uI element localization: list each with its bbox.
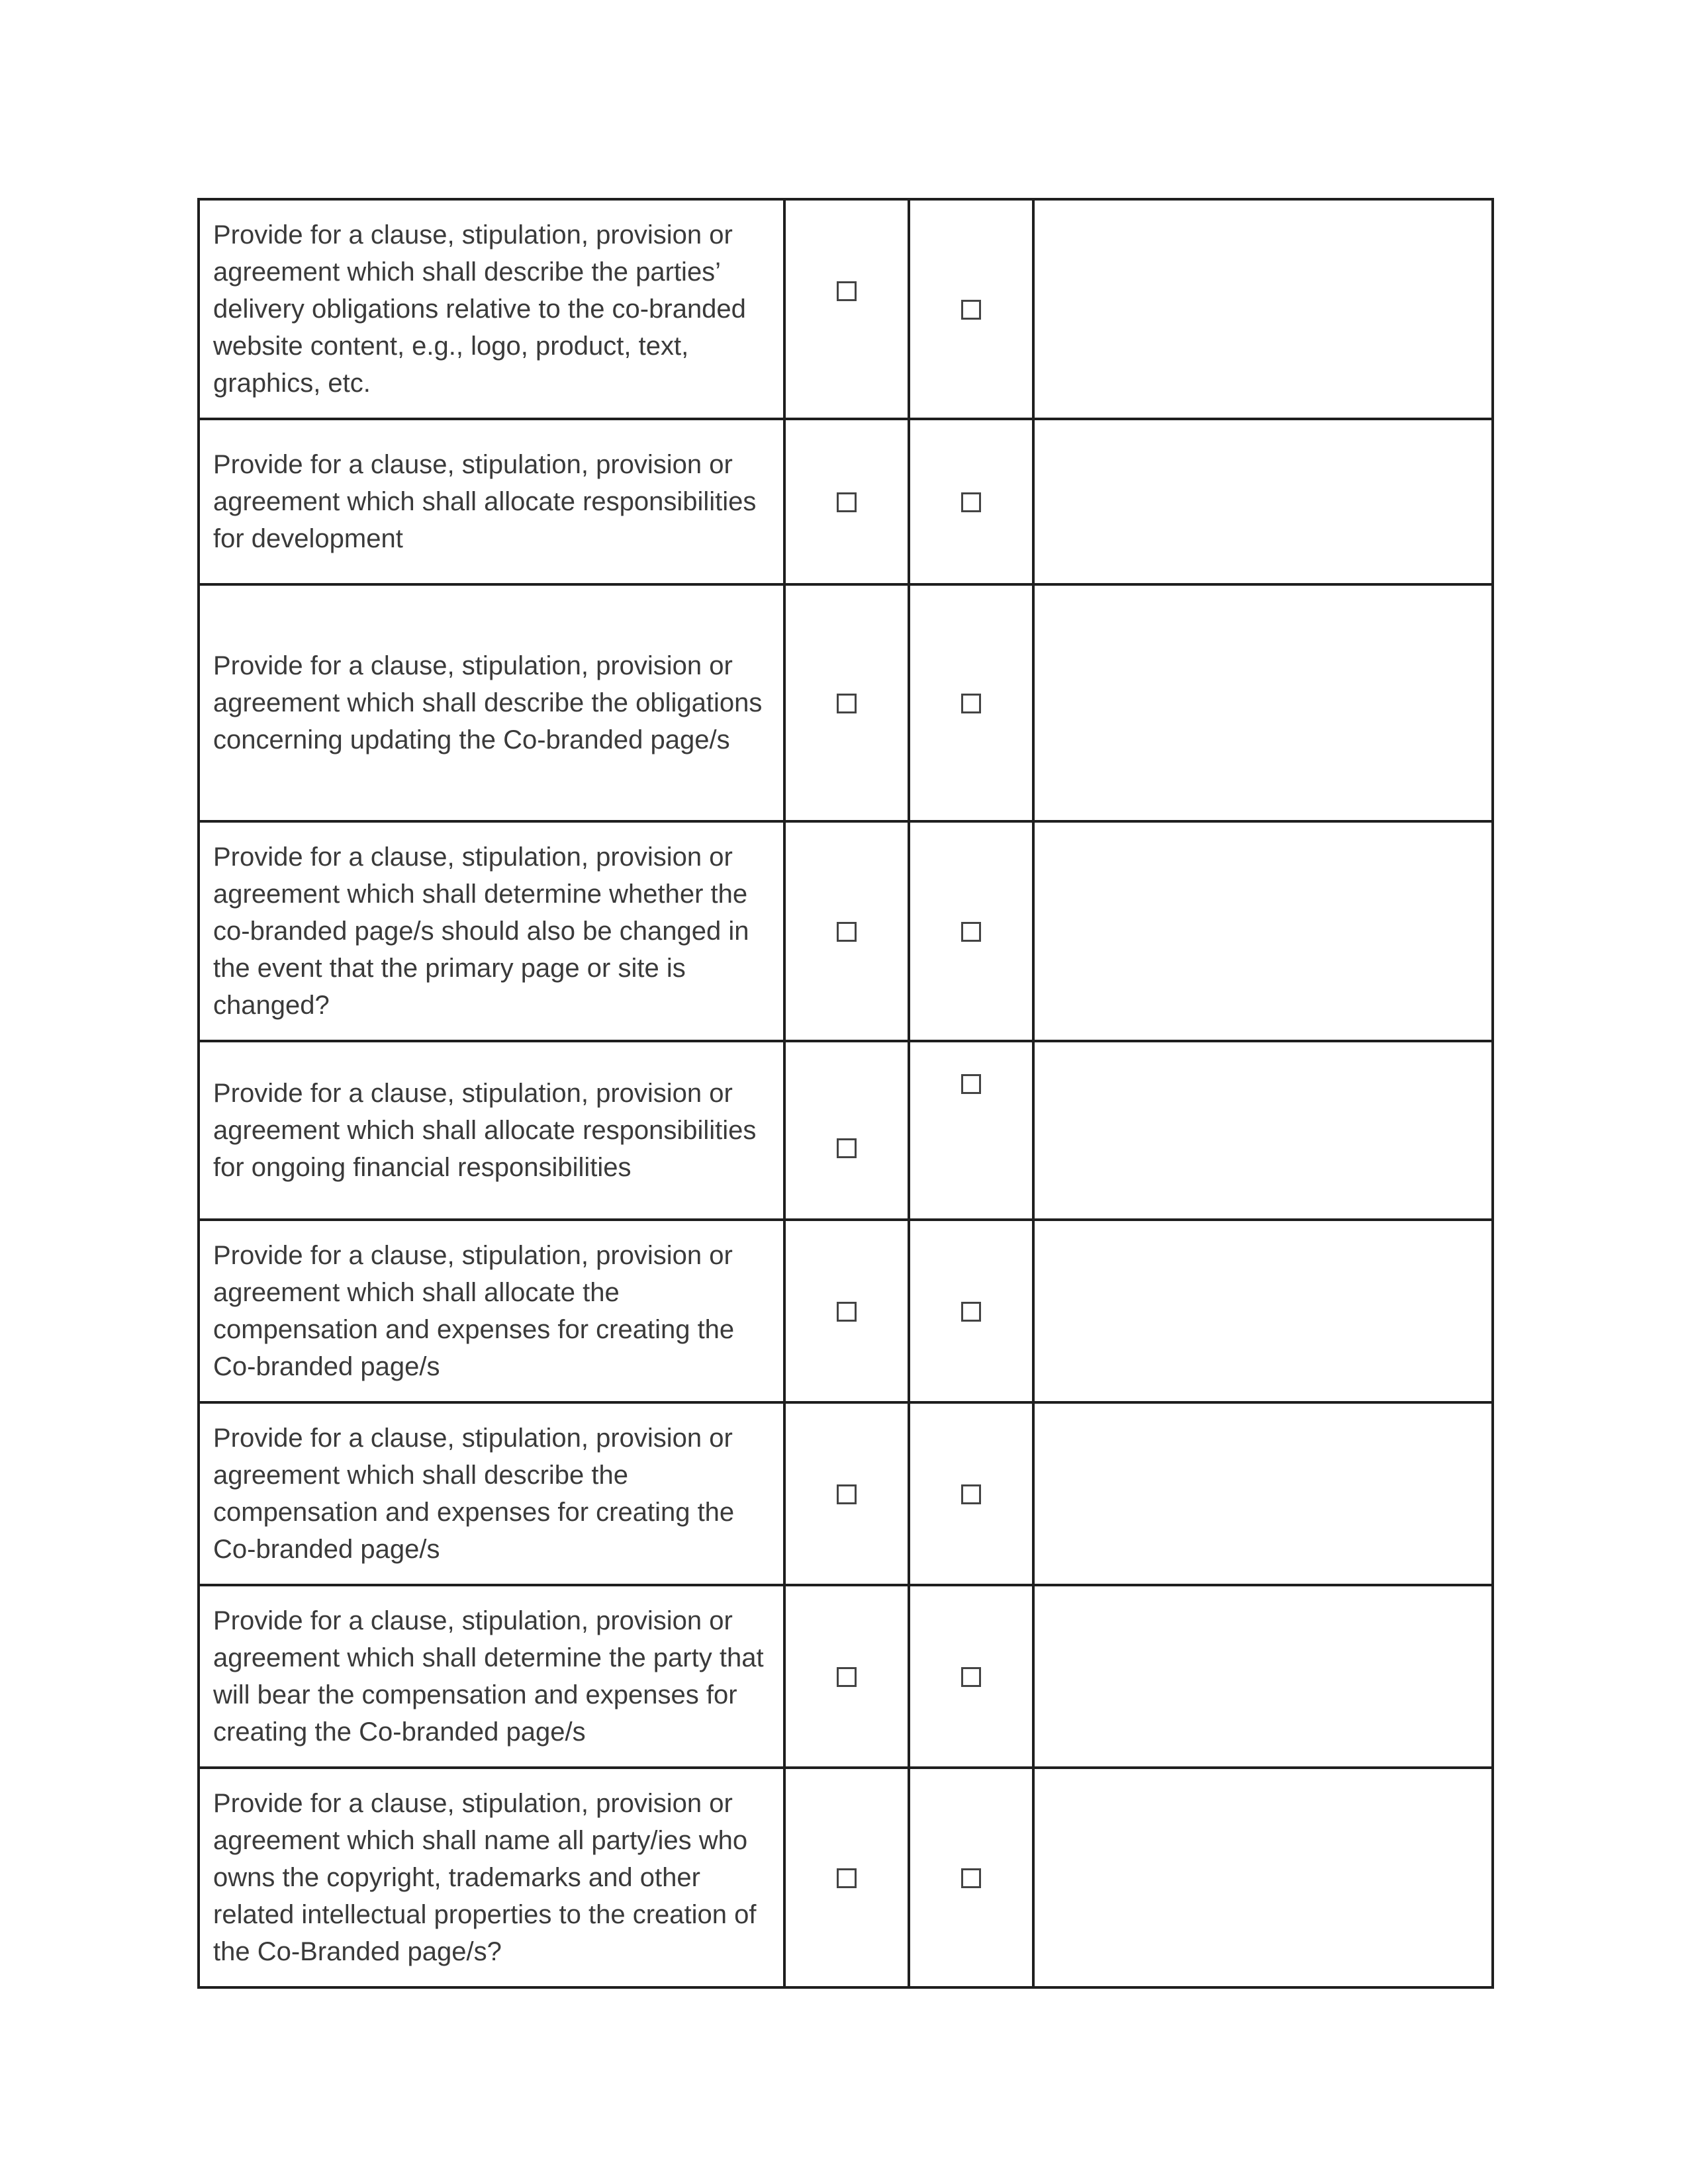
table-row: [199, 199, 1493, 419]
checkbox-cell-no: [909, 1585, 1033, 1768]
notes-cell[interactable]: [1033, 584, 1493, 821]
checkbox-yes[interactable]: [837, 281, 857, 301]
requirement-text: Provide for a clause, stipulation, provision or agreement which shall determine whether the co-branded page/s should also be changed in the event that the primary page or site is changed?: [199, 821, 784, 1041]
checkbox-cell-no: [909, 1220, 1033, 1402]
checkbox-no[interactable]: [961, 1868, 981, 1888]
checkbox-yes[interactable]: [837, 922, 857, 942]
checkbox-no[interactable]: [961, 1302, 981, 1322]
table-row: [199, 1768, 1493, 1987]
checkbox-cell-yes: [784, 1768, 909, 1987]
checkbox-cell-no: [909, 199, 1033, 419]
checkbox-no[interactable]: [961, 492, 981, 512]
checkbox-cell-yes: [784, 419, 909, 584]
notes-cell[interactable]: [1033, 199, 1493, 419]
checkbox-cell-yes: [784, 1585, 909, 1768]
checkbox-cell-no: [909, 1402, 1033, 1585]
checkbox-cell-no: [909, 584, 1033, 821]
checklist-table: [197, 198, 1494, 1989]
checkbox-yes[interactable]: [837, 1484, 857, 1504]
requirement-text: Provide for a clause, stipulation, provision or agreement which shall allocate responsibilities for development: [199, 419, 784, 584]
checkbox-yes[interactable]: [837, 1868, 857, 1888]
checkbox-yes[interactable]: [837, 1302, 857, 1322]
table-row: [199, 1041, 1493, 1220]
checkbox-no[interactable]: [961, 1667, 981, 1687]
notes-cell[interactable]: [1033, 1402, 1493, 1585]
table-row: [199, 1402, 1493, 1585]
notes-cell[interactable]: [1033, 419, 1493, 584]
notes-cell[interactable]: [1033, 821, 1493, 1041]
requirement-text: Provide for a clause, stipulation, provision or agreement which shall describe the compensation and expenses for creating the Co-branded page/s: [199, 1402, 784, 1585]
checkbox-no[interactable]: [961, 922, 981, 942]
checkbox-cell-yes: [784, 1220, 909, 1402]
notes-cell[interactable]: [1033, 1585, 1493, 1768]
checkbox-cell-no: [909, 1041, 1033, 1220]
checkbox-no[interactable]: [961, 1484, 981, 1504]
table-row: [199, 1220, 1493, 1402]
table-row: [199, 584, 1493, 821]
checkbox-cell-yes: [784, 821, 909, 1041]
requirement-text: Provide for a clause, stipulation, provision or agreement which shall determine the party that will bear the compensation and expenses for creating the Co-branded page/s: [199, 1585, 784, 1768]
checkbox-cell-yes: [784, 199, 909, 419]
checkbox-yes[interactable]: [837, 1667, 857, 1687]
table-row: [199, 419, 1493, 584]
checkbox-cell-no: [909, 1768, 1033, 1987]
checkbox-cell-no: [909, 419, 1033, 584]
requirement-text: Provide for a clause, stipulation, provision or agreement which shall allocate responsibilities for ongoing financial responsibilities: [199, 1041, 784, 1220]
requirement-text: Provide for a clause, stipulation, provision or agreement which shall describe the parties’ delivery obligations relative to the co-branded website content, e.g., logo, product, text, graphics, etc.: [199, 199, 784, 419]
notes-cell[interactable]: [1033, 1041, 1493, 1220]
table-row: [199, 1585, 1493, 1768]
requirement-text: Provide for a clause, stipulation, provision or agreement which shall allocate the compensation and expenses for creating the Co-branded page/s: [199, 1220, 784, 1402]
requirement-text: Provide for a clause, stipulation, provision or agreement which shall name all party/ies who owns the copyright, trademarks and other related intellectual properties to the creation of the Co-Branded page/s?: [199, 1768, 784, 1987]
checkbox-cell-yes: [784, 584, 909, 821]
checkbox-no[interactable]: [961, 1074, 981, 1094]
checkbox-yes[interactable]: [837, 492, 857, 512]
checkbox-yes[interactable]: [837, 694, 857, 713]
checkbox-no[interactable]: [961, 300, 981, 320]
requirement-text: Provide for a clause, stipulation, provision or agreement which shall describe the obligations concerning updating the Co-branded page/s: [199, 584, 784, 821]
notes-cell[interactable]: [1033, 1768, 1493, 1987]
checkbox-cell-yes: [784, 1041, 909, 1220]
checkbox-cell-yes: [784, 1402, 909, 1585]
checkbox-cell-no: [909, 821, 1033, 1041]
notes-cell[interactable]: [1033, 1220, 1493, 1402]
checkbox-yes[interactable]: [837, 1138, 857, 1158]
checkbox-no[interactable]: [961, 694, 981, 713]
table-row: [199, 821, 1493, 1041]
